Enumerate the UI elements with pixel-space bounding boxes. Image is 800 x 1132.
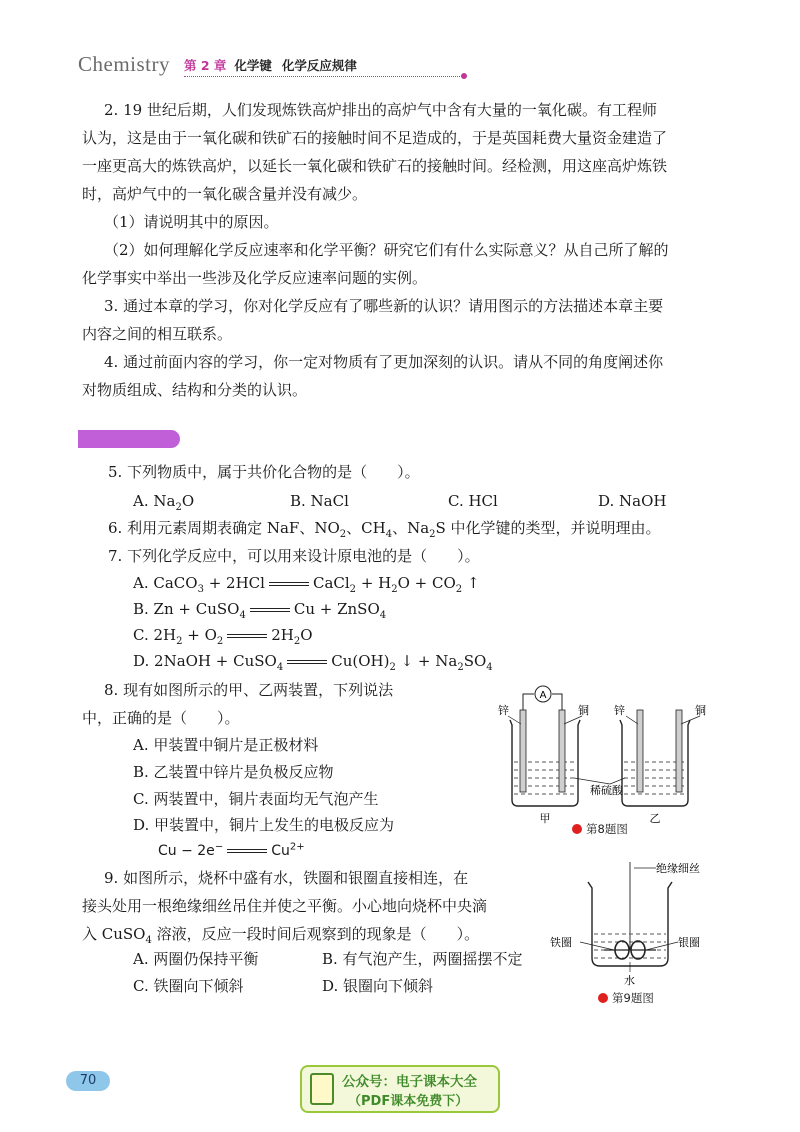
chapter-title-2: 化学反应规律 [281,58,357,73]
q6-stem: 6. 利用元素周期表确定 NaF、$NO_2$、$CH_4$、$Na_2S$ 中化学键的类型，并说明理由。 [108,519,661,540]
q7-stem: 7. 下列化学反应中，可以用来设计原电池的是（ ）。 [108,547,480,565]
header-rule-dot [461,73,467,79]
book-icon [310,1073,334,1105]
promo-line-1: 公众号：电子课本大全 [342,1074,477,1090]
copper-electrode-yi [676,710,682,792]
label-zinc-jia: 锌 [498,704,509,717]
label-water: 水 [624,974,635,987]
q9-line-3: 入 CuSO$_4$ 溶液，反应一段时间后观察到的现象是（ ）。 [82,925,480,946]
q8-option-d: D. 甲装置中，铜片上发生的电极反应为 [133,816,395,834]
exercise-section-marker [78,430,180,448]
q2-line-4: 时，高炉气中的一氧化碳含量并没有减少。 [82,185,368,203]
q8-option-a: A. 甲装置中铜片是正极材料 [133,736,319,754]
q3-line-2: 内容之间的相互联系。 [82,325,233,343]
equals-sign [250,608,290,612]
label-copper-yi: 铜 [695,704,706,717]
promo-line-2: （PDF课本免费下） [348,1094,469,1109]
q2-line-3: 一座更高大的炼铁高炉，以延长一氧化碳和铁矿石的接触时间。经检测，用这座高炉炼铁 [82,157,668,175]
q2-sub-2-line-1: （2）如何理解化学反应速率和化学平衡？研究它们有什么实际意义？从自己所了解的 [104,241,669,259]
q7-option-a: A. CaCO$_3$ + 2HCl CaCl$_2$ + $H_2O + CO_2$ ↑ [133,574,480,595]
running-header [78,52,398,82]
label-copper-jia: 铜 [578,704,589,717]
label-yi: 乙 [649,812,661,825]
q4-line-2: 对物质组成、结构和分类的认识。 [82,381,308,399]
q2-sub-1: （1）请说明其中的原因。 [104,213,279,231]
equals-sign [227,849,267,853]
ammeter-label: A [539,690,547,701]
q7-option-b: B. Zn + CuSO$_4$ Cu + ZnSO$_4$ [133,600,387,621]
q9-option-a: A. 两圈仍保持平衡 [133,950,259,968]
q7-option-c: C. $2H_2 + O_2$ $2H_2O$ [133,626,313,647]
q9-line-2: 接头处用一根绝缘细丝吊住并使之平衡。小心地向烧杯中央滴 [82,897,488,915]
q2-line-2: 认为，这是由于一氧化碳和铁矿石的接触时间不足造成的，于是英国耗费大量资金建造了 [82,129,668,147]
chapter-heading [184,56,357,74]
q9-option-d: D. 银圈向下倾斜 [322,977,434,995]
caption-dot-icon [572,824,582,834]
chapter-title-1: 化学键 [234,58,272,73]
q9-figure-caption: 第9题图 [598,990,654,1006]
q9-option-c: C. 铁圈向下倾斜 [133,977,244,995]
label-iron: 铁圈 [550,936,572,949]
label-silver: 银圈 [678,936,700,949]
q7-option-d: D. 2NaOH + CuSO$_4$ $Cu(OH)_2$ ↓ + $Na_2SO_4$ [133,652,493,673]
q8-electrode-equation: Cu − 2e− $Cu^{2+}$ [158,841,305,859]
label-sulfuric-acid: 稀硫酸 [590,784,623,797]
q2-sub-2-line-2: 化学事实中举出一些涉及化学反应速率问题的实例。 [82,269,428,287]
page-number: 70 [66,1071,110,1091]
equals-sign [287,660,327,664]
book-brand: Chemistry [78,52,170,76]
q5-option-d: D. NaOH [598,492,667,510]
q5-option-a: A. $Na_2O$ [133,492,195,513]
caption-dot-icon [598,993,608,1003]
q9-figure [548,858,738,998]
q8-option-c: C. 两装置中，铜片表面均无气泡产生 [133,790,379,808]
label-thread: 绝缘细丝 [656,862,700,875]
q8-option-b: B. 乙装置中锌片是负极反应物 [133,763,334,781]
label-zinc-yi: 锌 [614,704,625,717]
q8-line-1: 8. 现有如图所示的甲、乙两装置，下列说法 [104,681,394,699]
wire-left [523,694,534,710]
equals-sign [269,582,309,586]
q8-line-2: 中，正确的是（ ）。 [82,709,240,727]
q9-option-b: B. 有气泡产生，两圈摇摆不定 [322,950,523,968]
q9-line-1: 9. 如图所示，烧杯中盛有水，铁圈和银圈直接相连，在 [104,869,469,887]
header-rule [184,76,462,77]
q5-option-c: C. HCl [448,492,498,510]
q8-figure-caption: 第8题图 [572,821,628,837]
q5-option-b: B. NaCl [290,492,349,510]
q3-line-1: 3. 通过本章的学习，你对化学反应有了哪些新的认识？请用图示的方法描述本章主要 [104,297,664,315]
q4-line-1: 4. 通过前面内容的学习，你一定对物质有了更加深刻的认识。请从不同的角度阐述你 [104,353,664,371]
chapter-number: 第 2 章 [184,58,227,73]
zinc-electrode-jia [520,710,526,792]
q2-line-1: 2. 19 世纪后期，人们发现炼铁高炉排出的高炉气中含有大量的一氧化碳。有工程师 [104,101,657,119]
equals-sign [227,634,267,638]
wire-right [552,694,562,710]
label-jia: 甲 [539,812,551,825]
zinc-electrode-yi [637,710,643,792]
q5-stem: 5. 下列物质中，属于共价化合物的是（ ）。 [108,463,420,481]
copper-electrode-jia [559,710,565,792]
promo-banner [300,1065,500,1113]
